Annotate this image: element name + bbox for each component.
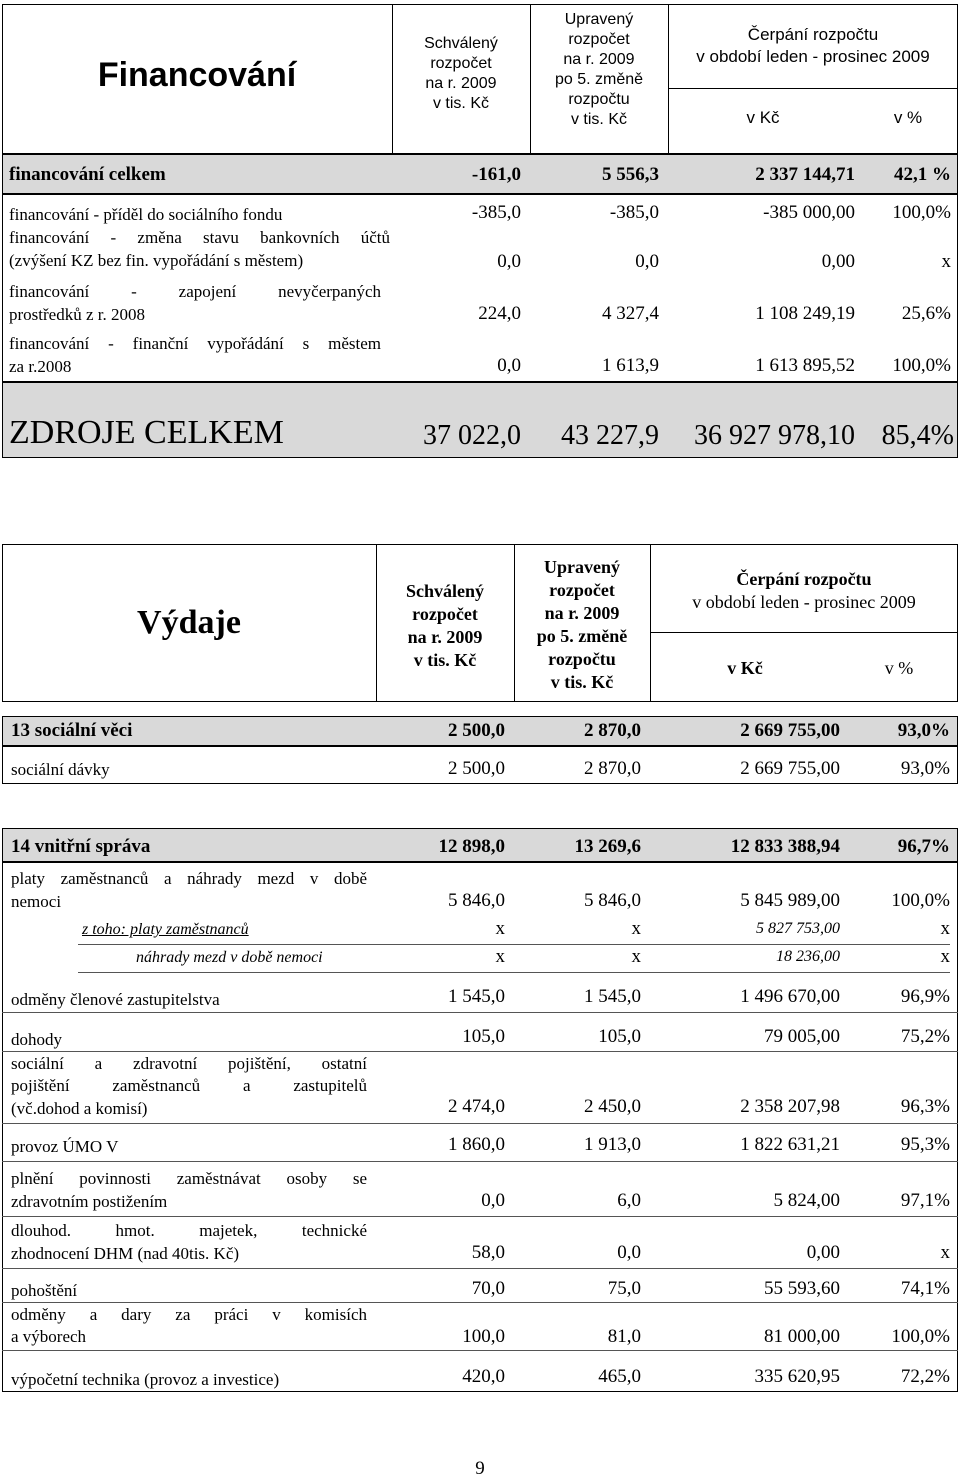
financing-row-label: (zvýšení KZ bez fin. vypořádání s městem) (9, 251, 304, 270)
sources-total-kc: 36 927 978,10 (694, 420, 855, 451)
social-header-approved: 2 500,0 (448, 720, 505, 741)
expense-row-kc: 18 236,00 (776, 948, 840, 965)
expense-row-adjusted: 6,0 (617, 1190, 641, 1211)
financing-title: Financování (97, 56, 297, 94)
expense-row-label: sociální dávky (11, 760, 110, 779)
expense-row-kc: 0,00 (806, 1242, 840, 1263)
financing-row-pct: x (941, 251, 951, 272)
expense-row-label: pohoštění (11, 1281, 78, 1300)
social-header-adjusted: 2 870,0 (584, 720, 641, 741)
social-header-label: 13 sociální věci (11, 720, 133, 741)
financing-col-draw: Čerpání rozpočtu v období leden - prosinec 2009 (696, 25, 930, 66)
financing-total-kc: 2 337 144,71 (755, 164, 855, 185)
expense-row-approved: 420,0 (462, 1366, 505, 1387)
expense-row-kc: 2 358 207,98 (740, 1096, 840, 1117)
expense-row-pct: 97,1% (900, 1190, 950, 1211)
financing-row-approved: 224,0 (478, 303, 521, 324)
expense-row-pct: 93,0% (900, 758, 950, 779)
expense-row-approved: 70,0 (471, 1278, 505, 1299)
expenses-col-adjusted: Upravený rozpočet na r. 2009 po 5. změně rozpočtu v tis. Kč (536, 557, 628, 692)
sources-total-adjusted: 43 227,9 (561, 420, 659, 451)
expense-row-pct: x (940, 1242, 950, 1263)
financing-row-kc: -385 000,00 (763, 202, 855, 223)
financing-row-pct: 25,6% (901, 303, 951, 324)
expense-row-label: odměny a dary za práci v komisích (11, 1305, 367, 1324)
financing-row-adjusted: 4 327,4 (602, 303, 659, 324)
expense-row-adjusted: 105,0 (598, 1026, 641, 1047)
financing-row-label: financování - finanční vypořádání s městem (9, 334, 381, 353)
expense-row-adjusted: 81,0 (607, 1326, 641, 1347)
expense-row-approved: 1 860,0 (448, 1134, 505, 1155)
expense-row-label: zdravotním postižením (11, 1192, 168, 1211)
expenses-col-kc: v Kč (727, 658, 763, 678)
expense-row-label: zhodnocení DHM (nad 40tis. Kč) (11, 1244, 240, 1263)
expense-row-pct: 100,0% (891, 890, 950, 911)
admin-header-adjusted: 13 269,6 (574, 836, 641, 857)
admin-header-kc: 12 833 388,94 (730, 836, 840, 857)
expense-row-kc: 79 005,00 (764, 1026, 840, 1047)
expense-row-adjusted: 1 913,0 (584, 1134, 641, 1155)
expense-row-label: dlouhod. hmot. majetek, technické (11, 1221, 367, 1240)
expense-row-adjusted: 2 450,0 (584, 1096, 641, 1117)
financing-row-label: prostředků z r. 2008 (9, 305, 145, 324)
expense-row-label: výpočetní technika (provoz a investice) (11, 1370, 280, 1389)
financing-row-kc: 1 613 895,52 (755, 355, 855, 376)
expense-row-pct: 96,3% (900, 1096, 950, 1117)
expense-row-kc: 1 822 631,21 (740, 1134, 840, 1155)
social-header-pct: 93,0% (897, 720, 950, 741)
expense-row-label: provoz ÚMO V (11, 1137, 119, 1156)
expense-row-pct: 96,9% (900, 986, 950, 1007)
financing-row-adjusted: -385,0 (609, 202, 659, 223)
admin-header-pct: 96,7% (897, 836, 950, 857)
expenses-title: Výdaje (137, 604, 241, 641)
financing-total-label: financování celkem (9, 164, 166, 185)
expense-row-pct: x (940, 918, 950, 939)
expenses-col-draw: Čerpání rozpočtu v období leden - prosinec 2009 (692, 569, 916, 612)
sources-total-pct: 85,4% (881, 420, 954, 451)
expense-row-pct: 72,2% (900, 1366, 950, 1387)
expenses-col-pct: v % (884, 658, 914, 678)
financing-row-label: za r.2008 (9, 357, 72, 376)
expense-row-pct: x (940, 946, 950, 967)
financing-row-approved: -385,0 (471, 202, 521, 223)
expense-row-pct: 74,1% (900, 1278, 950, 1299)
admin-header-label: 14 vnitřní správa (11, 836, 151, 857)
expense-row-adjusted: 1 545,0 (584, 986, 641, 1007)
financing-row-approved: 0,0 (497, 355, 521, 376)
expense-row-label: sociální a zdravotní pojištění, ostatní (11, 1054, 367, 1073)
expense-row-label: odměny členové zastupitelstva (11, 990, 220, 1009)
financing-col-kc: v Kč (746, 108, 780, 127)
expense-row-pct: 75,2% (900, 1026, 950, 1047)
financing-row-pct: 100,0% (892, 202, 951, 223)
expense-row-approved: 1 545,0 (448, 986, 505, 1007)
financing-col-approved: Schválený rozpočet na r. 2009 v tis. Kč (424, 35, 498, 112)
financing-row-adjusted: 1 613,9 (602, 355, 659, 376)
expense-row-adjusted: x (631, 918, 641, 939)
expense-row-approved: 100,0 (462, 1326, 505, 1347)
expense-row-kc: 81 000,00 (764, 1326, 840, 1347)
financing-row-label: financování - změna stavu bankovních účtů (9, 228, 390, 247)
expense-row-kc: 335 620,95 (754, 1366, 840, 1387)
financing-total-adjusted: 5 556,3 (602, 164, 659, 185)
expense-row-label: (vč.dohod a komisí) (11, 1099, 148, 1118)
expense-row-approved: 2 500,0 (448, 758, 505, 779)
financing-row-adjusted: 0,0 (635, 251, 659, 272)
expense-row-label: pojištění zaměstnanců a zastupitelů (11, 1076, 367, 1095)
expense-row-approved: 2 474,0 (448, 1096, 505, 1117)
admin-header-approved: 12 898,0 (438, 836, 505, 857)
expense-row-kc: 55 593,60 (764, 1278, 840, 1299)
expense-row-kc: 1 496 670,00 (740, 986, 840, 1007)
expense-row-adjusted: 0,0 (617, 1242, 641, 1263)
expense-subrow-label: náhrady mezd v době nemoci (136, 949, 323, 966)
financing-row-kc: 0,00 (821, 251, 855, 272)
expense-row-adjusted: 465,0 (598, 1366, 641, 1387)
financing-row-pct: 100,0% (892, 355, 951, 376)
financing-row-approved: 0,0 (497, 251, 521, 272)
social-header-kc: 2 669 755,00 (740, 720, 840, 741)
expense-row-label: dohody (11, 1030, 62, 1049)
expense-row-approved: 58,0 (471, 1242, 505, 1263)
expense-row-kc: 2 669 755,00 (740, 758, 840, 779)
expense-row-approved: 105,0 (462, 1026, 505, 1047)
expense-row-pct: 95,3% (900, 1134, 950, 1155)
expense-row-kc: 5 827 753,00 (756, 920, 840, 937)
financing-row-label: financování - zapojení nevyčerpaných (9, 282, 381, 301)
financing-row-label: financování - příděl do sociálního fondu (9, 205, 283, 224)
expense-row-kc: 5 845 989,00 (740, 890, 840, 911)
expense-row-label: platy zaměstnanců a náhrady mezd v době (11, 869, 367, 888)
expense-row-adjusted: 5 846,0 (584, 890, 641, 911)
expense-subrow-label: z toho: platy zaměstnanců (82, 921, 249, 938)
page-number: 9 (475, 1458, 485, 1479)
sources-total-label: ZDROJE CELKEM (9, 414, 284, 451)
expenses-col-approved: Schválený rozpočet na r. 2009 v tis. Kč (405, 581, 484, 670)
expense-row-approved: x (495, 946, 505, 967)
expense-row-kc: 5 824,00 (773, 1190, 840, 1211)
financing-row-kc: 1 108 249,19 (755, 303, 855, 324)
expense-row-approved: 5 846,0 (448, 890, 505, 911)
expense-row-adjusted: 75,0 (607, 1278, 641, 1299)
financing-col-pct: v % (893, 108, 923, 127)
expense-row-approved: 0,0 (481, 1190, 505, 1211)
financing-total-pct: 42,1 % (894, 164, 951, 185)
financing-total-approved: -161,0 (471, 164, 521, 185)
expense-row-pct: 100,0% (891, 1326, 950, 1347)
expense-row-label: plnění povinnosti zaměstnávat osoby se (11, 1169, 367, 1188)
expense-row-label: nemoci (11, 892, 62, 911)
expense-row-label: a výborech (11, 1327, 87, 1346)
expense-row-adjusted: 2 870,0 (584, 758, 641, 779)
sources-total-approved: 37 022,0 (423, 420, 521, 451)
financing-col-adjusted: Upravený rozpočet na r. 2009 po 5. změně rozpočtu v tis. Kč (554, 11, 644, 128)
expense-row-approved: x (495, 918, 505, 939)
expense-row-adjusted: x (631, 946, 641, 967)
